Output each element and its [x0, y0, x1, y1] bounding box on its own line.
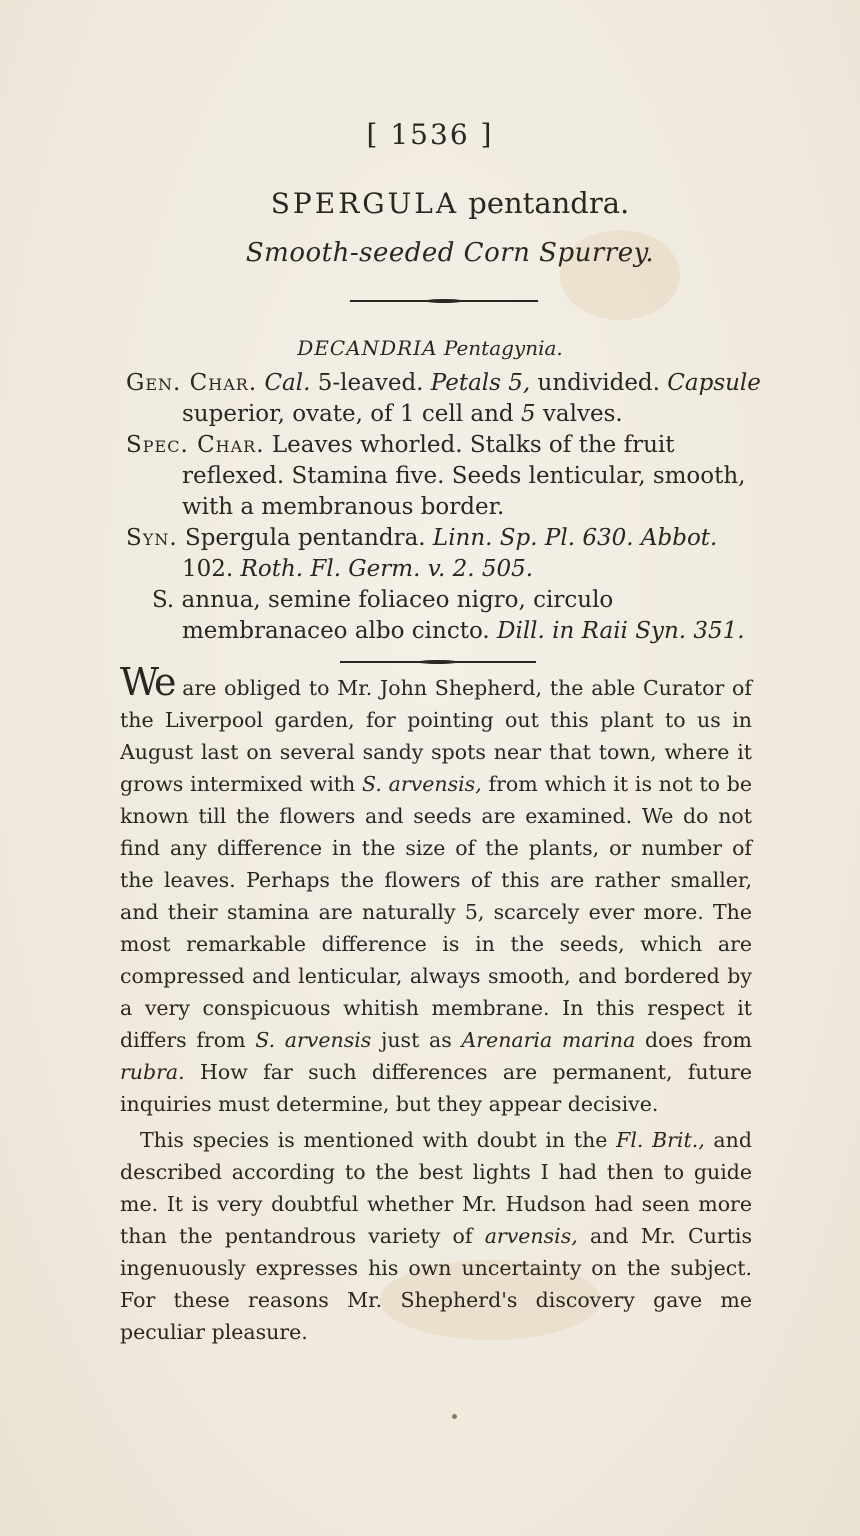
text-run: Leaves whorled. Stalks of the fruit reflexed. Stamina five. Seeds lenticular, smooth, with a membranous border. — [182, 432, 746, 520]
generic-character — [126, 368, 766, 430]
paragraph — [120, 1124, 752, 1348]
text-run: and Mr. Curtis ingenuously expresses his own uncertainty on the subject. For these reasons Mr. Shepherd's discovery gave me peculiar pleasure. — [120, 1224, 753, 1344]
drop-cap: We — [120, 660, 175, 704]
classification — [0, 336, 860, 360]
text-run: S. annua, semine foliaceo nigro, circulo membranaceo albo cincto. — [152, 587, 614, 644]
divider-rule — [350, 300, 538, 302]
synonymy-dillenius — [126, 585, 766, 647]
text-run: does from — [635, 1028, 752, 1052]
text-run: 5-leaved. — [310, 370, 431, 396]
text-run: Abbot. — [640, 525, 718, 551]
text-run — [634, 525, 641, 551]
spec-char-label: Spec. Char. — [126, 432, 265, 458]
text-run: S. arvensis, — [362, 772, 482, 796]
text-run: How far such differences are permanent, future inquiries must determine, but they appear decisive. — [120, 1060, 752, 1116]
text-run: Arenaria marina — [461, 1028, 636, 1052]
text-run: 5 — [520, 401, 536, 427]
gen-char-label: Gen. Char. — [126, 370, 258, 396]
text-run: rubra. — [120, 1060, 185, 1084]
class-name: DECANDRIA — [297, 336, 438, 360]
text-run: are obliged to Mr. John Shepherd, the able Curator of the Liverpool garden, for pointing out this plant to us in August last on several sandy spots near that town, where it grows intermixed with — [120, 676, 752, 796]
text-run: Fl. Brit., — [616, 1128, 705, 1152]
paragraph — [120, 660, 752, 1120]
order-name: Pentagynia. — [443, 336, 563, 360]
text-run: 102. — [182, 556, 241, 582]
text-run: Petals 5, — [430, 370, 531, 396]
specific-character — [126, 430, 766, 523]
text-run: Roth. Fl. Germ. v. 2. 505. — [240, 556, 534, 582]
text-run: valves. — [535, 401, 623, 427]
synonymy — [126, 523, 766, 585]
text-run: arvensis, — [484, 1224, 578, 1248]
character-block — [126, 368, 766, 647]
divider-rule — [340, 661, 536, 663]
page-number: [ 1536 ] — [366, 118, 494, 151]
print-mark — [452, 1414, 457, 1419]
text-run: from which it is not to be known till the flowers and seeds are examined. We do not find any difference in the size of the plants, or number of the leaves. Perhaps the flowers of this are rather smaller, and their stamina are naturally 5, scarcely ever more. The most remarkable difference is in the seeds, which are compressed and lenticular, always smooth, and bordered by a very conspicuous whitish membrane. In this respect it differs from — [120, 772, 752, 1052]
text-run: Linn. Sp. Pl. 630. — [432, 525, 634, 551]
text-run: Cal. — [264, 370, 311, 396]
text-run: and described according to the best lights I had then to guide me. It is very doubtful whether Mr. Hudson had seen more than the pentandrous variety of — [120, 1128, 752, 1248]
species-name: pentandra. — [468, 186, 630, 220]
text-run: undivided. — [530, 370, 668, 396]
syn-label: Syn. — [126, 525, 178, 551]
genus-name: SPERGULA — [270, 187, 460, 220]
body-text — [120, 660, 753, 1348]
text-run: This species is mentioned with doubt in the — [140, 1128, 617, 1152]
text-run: S. arvensis — [255, 1028, 372, 1052]
text-run: Spergula pentandra. — [184, 525, 433, 551]
text-run: just as — [371, 1028, 462, 1052]
common-name: Smooth-seeded Corn Spurrey. — [245, 238, 655, 268]
page-title — [0, 186, 860, 220]
text-run: superior, ovate, of 1 cell and — [182, 401, 521, 427]
text-run: Dill. in Raii Syn. 351. — [497, 618, 745, 644]
text-run: Capsule — [667, 370, 761, 396]
